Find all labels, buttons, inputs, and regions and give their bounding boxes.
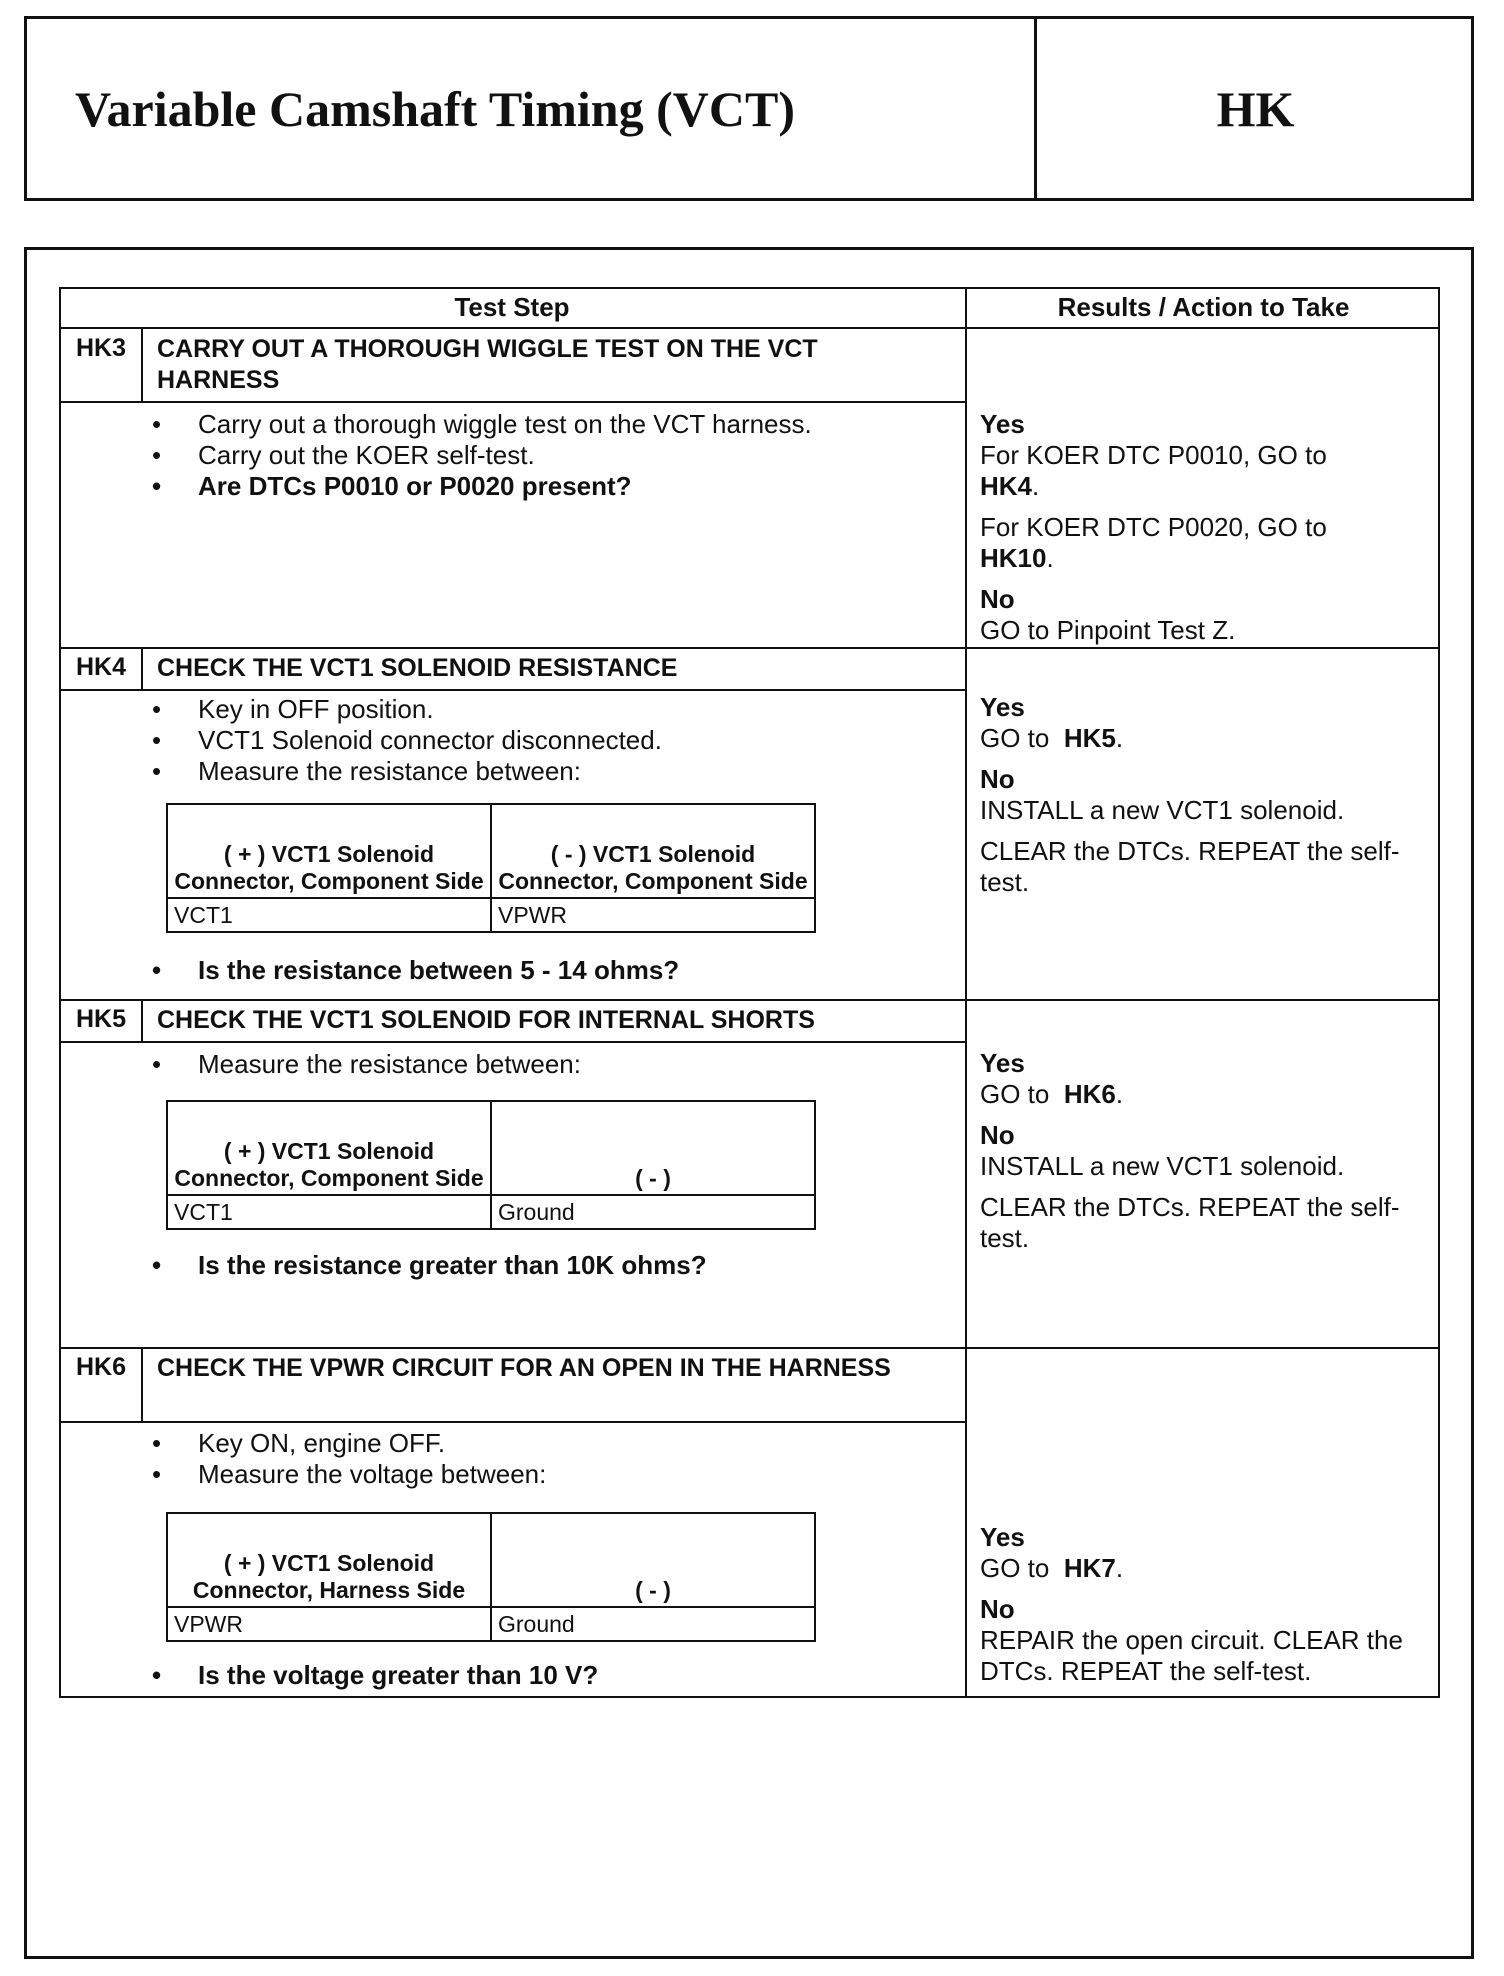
result-action: INSTALL a new VCT1 solenoid.	[980, 795, 1345, 825]
result-action: GO to HK5.	[980, 723, 1124, 753]
result-action: GO to HK7.	[980, 1553, 1124, 1583]
result-block	[980, 692, 1430, 898]
result-action: For KOER DTC P0020, GO to HK10.	[980, 512, 1327, 573]
no-label: No	[980, 764, 1015, 794]
table-cell: VCT1	[167, 898, 491, 932]
measurement-table	[166, 803, 816, 933]
divider	[59, 1347, 1440, 1349]
divider	[141, 327, 143, 402]
divider	[141, 1347, 143, 1422]
section-code: HK	[1216, 80, 1295, 137]
table-header: ( + ) VCT1 Solenoid Connector, Component Side	[167, 804, 491, 898]
column-header-results: Results / Action to Take	[1057, 291, 1350, 322]
column-divider	[965, 287, 967, 1698]
result-action: INSTALL a new VCT1 solenoid.	[980, 1151, 1345, 1181]
step-title: CHECK THE VCT1 SOLENOID RESISTANCE	[157, 654, 678, 682]
table-header: ( - ) VCT1 Solenoid Connector, Component Side	[491, 804, 815, 898]
divider	[59, 1041, 966, 1043]
table-cell: Ground	[491, 1195, 815, 1229]
step-title: CHECK THE VPWR CIRCUIT FOR AN OPEN IN THE HARNESS	[157, 1354, 891, 1382]
step-title: CHECK THE VCT1 SOLENOID FOR INTERNAL SHORTS	[157, 1006, 815, 1034]
table-cell: VPWR	[491, 898, 815, 932]
result-block	[980, 409, 1430, 646]
page-header	[24, 16, 1474, 201]
no-label: No	[980, 1120, 1015, 1150]
table-header: ( - )	[491, 1101, 815, 1195]
step-id: HK4	[75, 653, 126, 681]
table-cell: Ground	[491, 1607, 815, 1641]
bullet-item: • Key ON, engine OFF.	[152, 1428, 446, 1458]
no-label: No	[980, 1594, 1015, 1624]
result-action: CLEAR the DTCs. REPEAT the self-test.	[980, 836, 1400, 897]
divider	[59, 647, 1440, 649]
table-cell: VPWR	[167, 1607, 491, 1641]
bullet-question: • Are DTCs P0010 or P0020 present?	[152, 471, 632, 501]
bullet-item: • Carry out a thorough wiggle test on the VCT harness.	[152, 409, 812, 439]
table-cell: VCT1	[167, 1195, 491, 1229]
step-id: HK6	[75, 1353, 126, 1381]
bullet-item: • Measure the resistance between:	[152, 1049, 581, 1079]
divider	[59, 327, 1440, 329]
result-action: REPAIR the open circuit. CLEAR the DTCs. REPEAT the self-test.	[980, 1625, 1403, 1686]
yes-label: Yes	[980, 409, 1025, 439]
yes-label: Yes	[980, 692, 1025, 722]
divider	[59, 401, 966, 403]
step-title: CARRY OUT A THOROUGH WIGGLE TEST ON THE VCT HARNESS	[157, 335, 818, 394]
result-block	[980, 1522, 1430, 1687]
divider	[59, 689, 966, 691]
no-label: No	[980, 584, 1015, 614]
step-id: HK5	[75, 1005, 126, 1033]
table-header: ( + ) VCT1 Solenoid Connector, Harness Side	[167, 1513, 491, 1607]
measurement-table	[166, 1512, 816, 1642]
measurement-table	[166, 1100, 816, 1230]
result-action: For KOER DTC P0010, GO to HK4.	[980, 440, 1327, 501]
result-action: GO to HK6.	[980, 1079, 1124, 1109]
result-block	[980, 1048, 1430, 1254]
divider	[59, 999, 1440, 1001]
divider	[141, 999, 143, 1042]
page-title: Variable Camshaft Timing (VCT)	[27, 19, 1037, 198]
table-header: ( - )	[491, 1513, 815, 1607]
bullet-item: • Key in OFF position.	[152, 694, 434, 724]
bullet-question: • Is the resistance between 5 - 14 ohms?	[152, 955, 680, 985]
yes-label: Yes	[980, 1522, 1025, 1552]
divider	[141, 647, 143, 690]
step-id: HK3	[75, 334, 126, 362]
divider	[59, 1421, 966, 1423]
column-header-test-step: Test Step	[454, 291, 570, 322]
bullet-item: • Carry out the KOER self-test.	[152, 440, 535, 470]
result-action: GO to Pinpoint Test Z.	[980, 615, 1236, 645]
bullet-question: • Is the resistance greater than 10K ohms?	[152, 1250, 707, 1280]
table-header: ( + ) VCT1 Solenoid Connector, Component Side	[167, 1101, 491, 1195]
bullet-item: • Measure the resistance between:	[152, 756, 581, 786]
bullet-item: • VCT1 Solenoid connector disconnected.	[152, 725, 662, 755]
bullet-question: • Is the voltage greater than 10 V?	[152, 1660, 599, 1690]
result-action: CLEAR the DTCs. REPEAT the self-test.	[980, 1192, 1400, 1253]
bullet-item: • Measure the voltage between:	[152, 1459, 547, 1489]
yes-label: Yes	[980, 1048, 1025, 1078]
